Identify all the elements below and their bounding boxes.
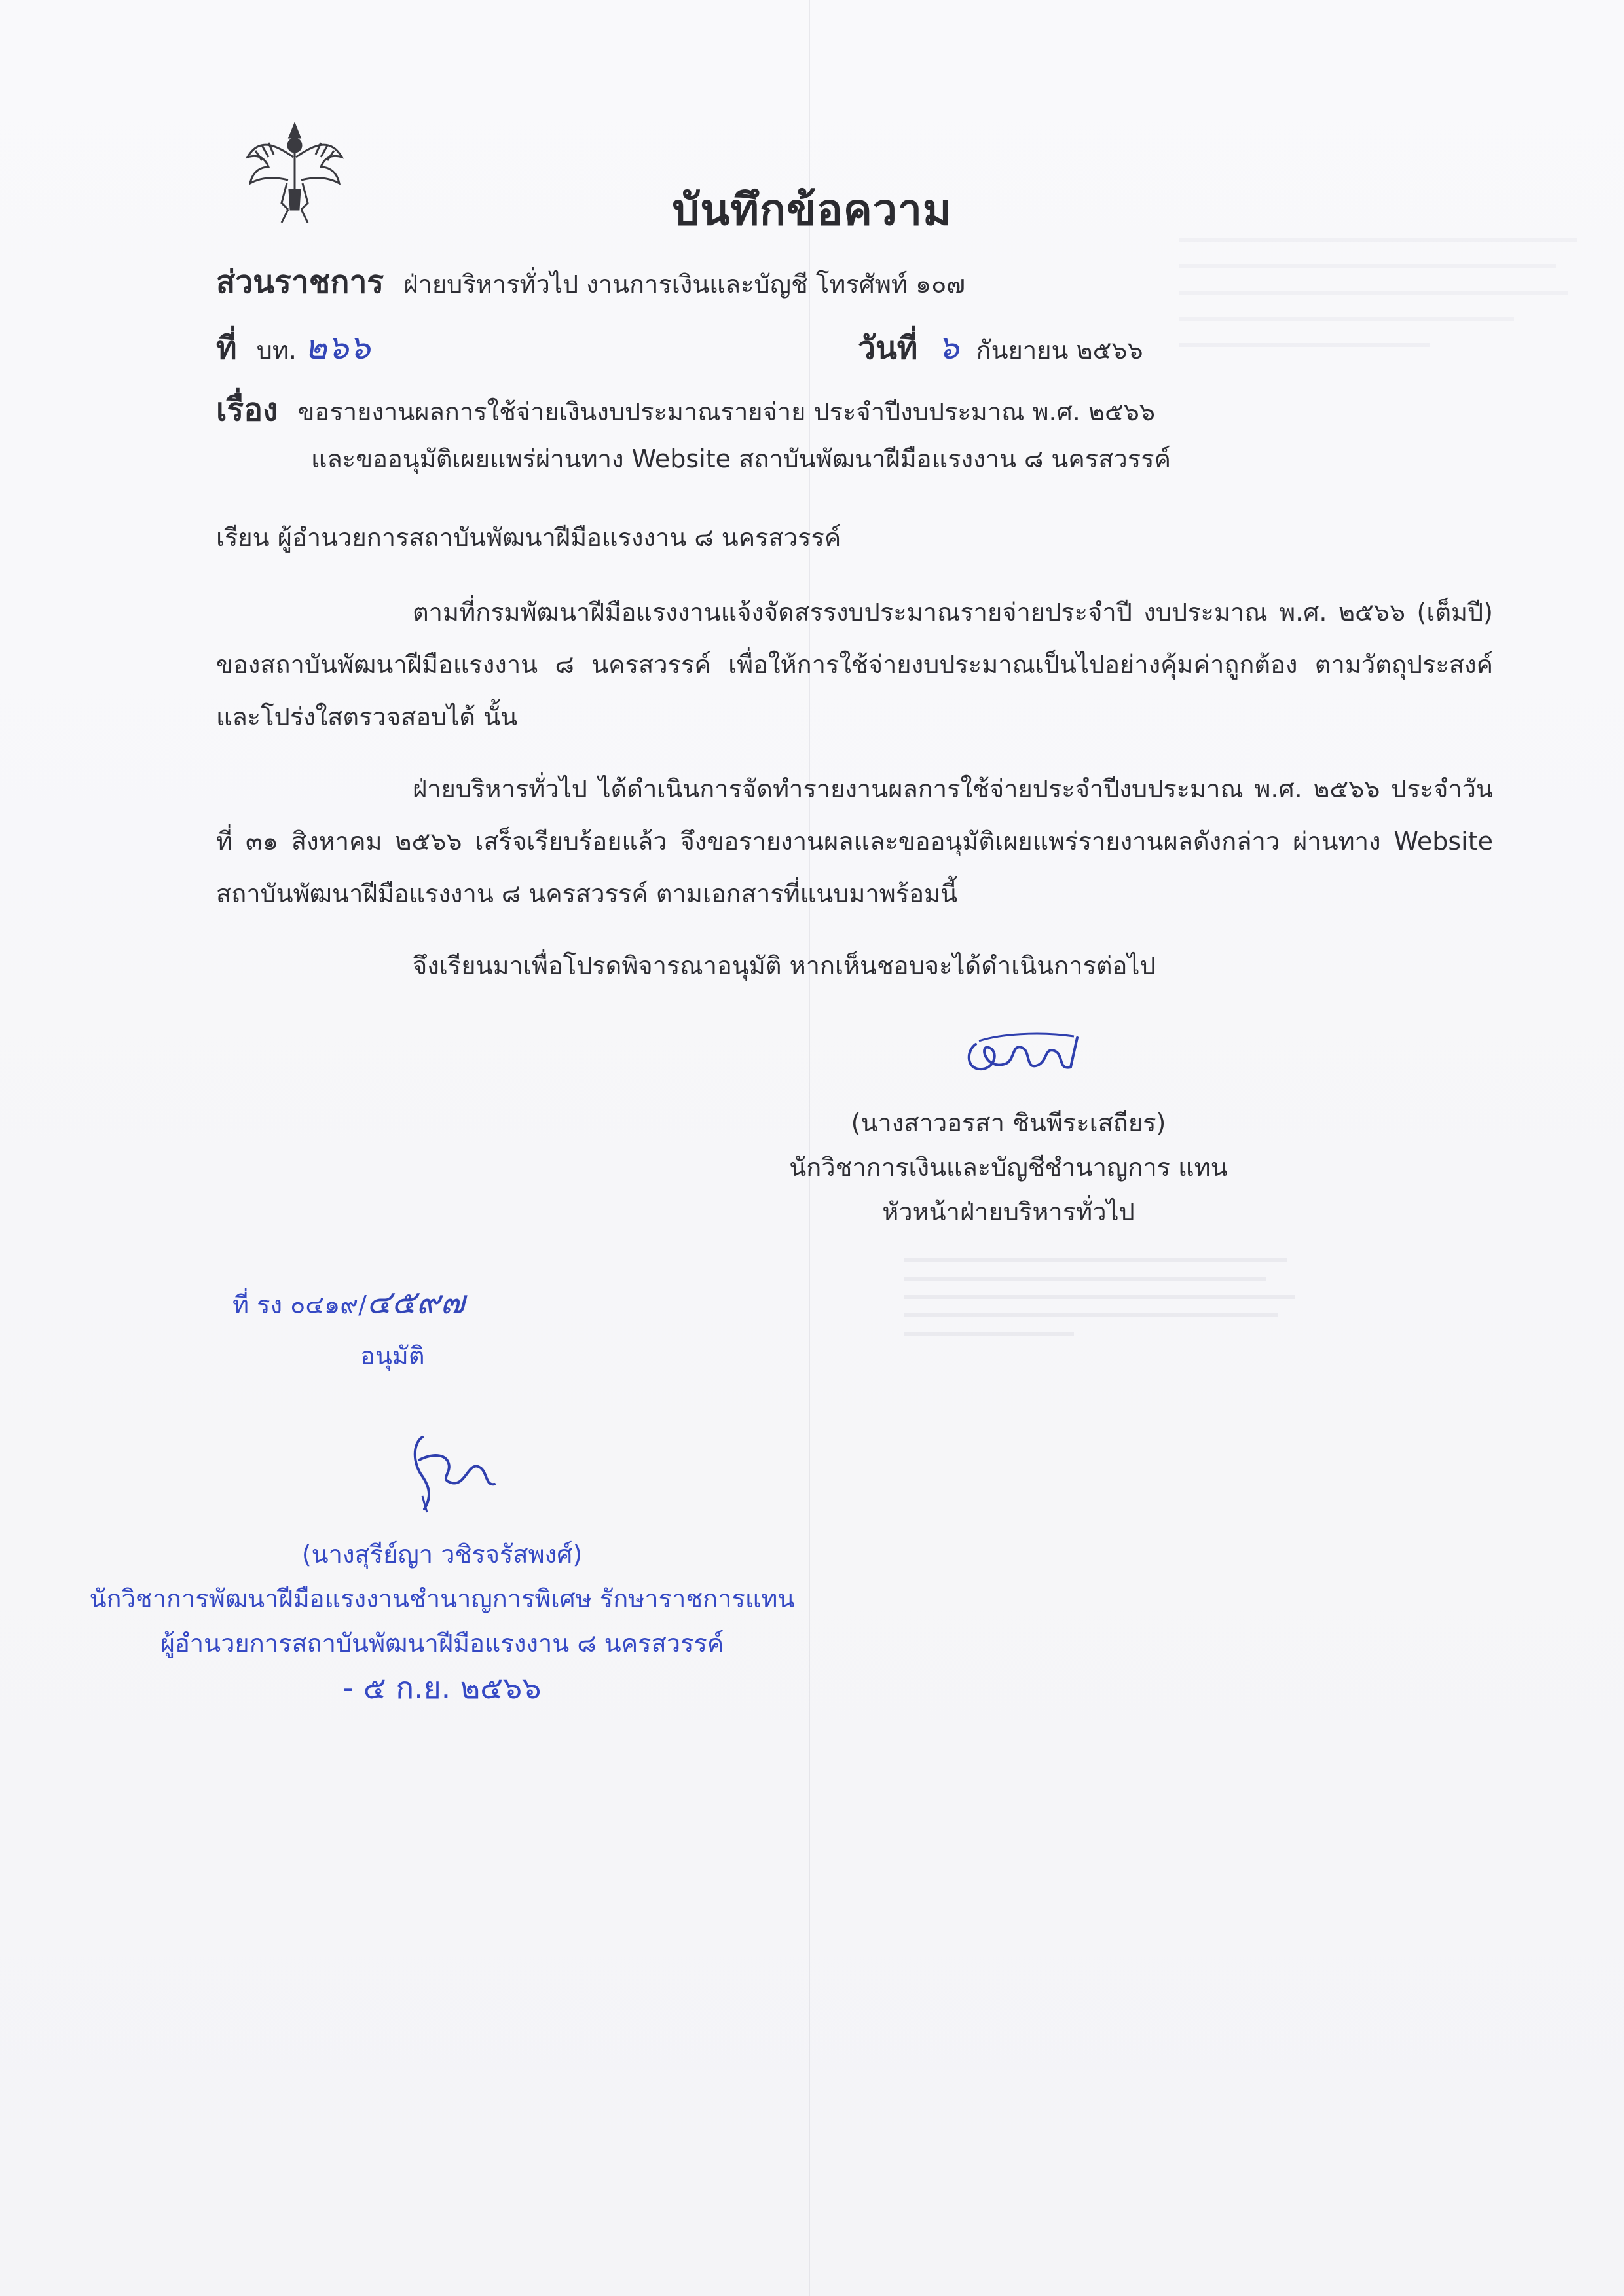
approval-ref-prefix: ที่ รง ๐๔๑๙/ (232, 1290, 367, 1319)
subject-label: เรื่อง (216, 392, 278, 428)
paragraph-3: จึงเรียนมาเพื่อโปรดพิจารณาอนุมัติ หากเห็นชอบจะได้ดำเนินการต่อไป (413, 951, 1156, 980)
approver-position-1: นักวิชาการพัฒนาฝีมือแรงงานชำนาญการพิเศษ รักษาราชการแทน (89, 1584, 795, 1613)
ref-number-handwritten: ๒๖๖ (304, 328, 371, 367)
approved-text: อนุมัติ (360, 1341, 425, 1370)
signer-name: (นางสาวอรสา ชินพีระเสถียร) (851, 1108, 1166, 1137)
approval-date-stamp: - ๕ ก.ย. ๒๕๖๖ (342, 1670, 542, 1705)
subject-line-2: และขออนุมัติเผยแพร่ผ่านทาง Website สถาบันพัฒนาฝีมือแรงงาน ๘ นครสวรรค์ (311, 445, 1171, 473)
paragraph-1: ตามที่กรมพัฒนาฝีมือแรงงานแจ้งจัดสรรงบประมาณรายจ่ายประจำปี งบประมาณ พ.ศ. ๒๕๖๖ (เต็มปี) ของสถาบันพัฒนาฝีมือแรงงาน ๘ นครสวรรค์ เพื่อให้การใช้จ่ายงบประมาณเป็นไปอย่างคุ้มค่าถูกต้อง ตามวัตถุประสงค์และโปร่งใสตรวจสอบได้ นั้น (216, 598, 1493, 731)
signature-orasa (959, 1025, 1090, 1084)
subject-line (216, 385, 1155, 435)
signer-block (747, 1103, 1270, 1231)
signer-position-2: หัวหน้าฝ่ายบริหารทั่วไป (882, 1197, 1135, 1226)
ref-label: ที่ (216, 330, 237, 367)
approver-name: (นางสุรีย์ญา วชิรจรัสพงศ์) (301, 1540, 583, 1569)
paragraph-2: ฝ่ายบริหารทั่วไป ได้ดำเนินการจัดทำรายงานผลการใช้จ่ายประจำปีงบประมาณ พ.ศ. ๒๕๖๖ ประจำวันที่ ๓๑ สิงหาคม ๒๕๖๖ เสร็จเรียบร้อยแล้ว จึงขอรายงานผลและขออนุมัติเผยแพร่รายงานผลดังกล่าว ผ่านทาง Website สถาบันพัฒนาฝีมือแรงงาน ๘ นครสวรรค์ ตามเอกสารที่แนบมาพร้อมนี้ (216, 774, 1493, 908)
ref-prefix: บท. (256, 336, 297, 365)
date-label: วันที่ (858, 330, 918, 367)
bleed-through-artifact (904, 1244, 1329, 1453)
approval-block (65, 1535, 819, 1707)
to-line: เรียน ผู้อำนวยการสถาบันพัฒนาฝีมือแรงงาน ๘ นครสวรรค์ (216, 523, 841, 552)
date-day-handwritten: ๖ (937, 328, 959, 367)
agency-label: ส่วนราชการ (216, 264, 384, 301)
subject-line-1: ขอรายงานผลการใช้จ่ายเงินงบประมาณรายจ่าย ประจำปีงบประมาณ พ.ศ. ๒๕๖๖ (297, 397, 1155, 426)
agency-value: ฝ่ายบริหารทั่วไป งานการเงินและบัญชี โทรศัพท์ ๑๐๗ (403, 270, 965, 299)
approver-position-2: ผู้อำนวยการสถาบันพัฒนาฝีมือแรงงาน ๘ นครสวรรค์ (160, 1629, 724, 1658)
memo-title: บันทึกข้อความ (672, 185, 952, 235)
bleed-through-artifact-top (1179, 216, 1598, 511)
body (216, 586, 1493, 992)
agency-line (216, 257, 965, 307)
approval-ref-number-handwritten: ๔๕๙๗ (366, 1283, 465, 1321)
date-line (858, 319, 1143, 374)
ref-line (216, 319, 370, 374)
date-rest: กันยายน ๒๕๖๖ (976, 336, 1143, 365)
approval-ref-line (232, 1277, 465, 1328)
signer-position: นักวิชาการเงินและบัญชีชำนาญการ แทน (789, 1153, 1228, 1182)
signature-sureeya (386, 1424, 517, 1516)
